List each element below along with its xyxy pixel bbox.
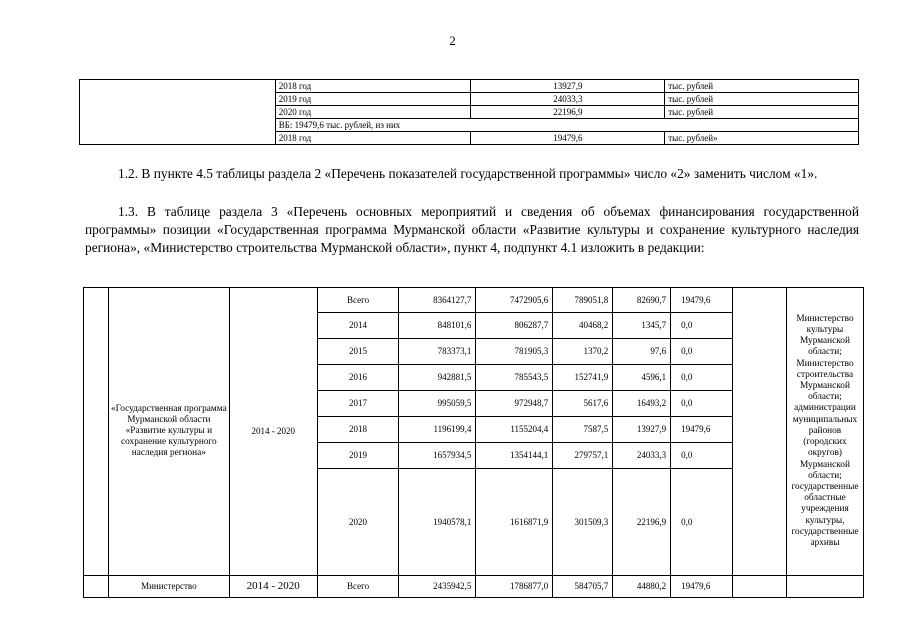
year-cell: 2018 год (275, 132, 471, 145)
value-cell: 942881,5 (399, 365, 476, 391)
value-cell: 1196199,4 (399, 417, 476, 443)
value-cell: 1345,7 (613, 313, 671, 339)
value-cell: 24033,3 (471, 93, 665, 106)
table-row (84, 576, 864, 598)
number-cell (84, 288, 109, 576)
unit-cell: тыс. рублей (665, 93, 859, 106)
value-cell: 0,0 (671, 391, 733, 417)
value-cell: 19479,6 (671, 417, 733, 443)
empty-cell (733, 576, 787, 598)
row-label: 2016 (317, 365, 399, 391)
period-cell: 2014 - 2020 (229, 576, 317, 598)
value-cell: 1370,2 (553, 339, 613, 365)
row-label: Всего (317, 576, 399, 598)
value-cell: 301509,3 (553, 469, 613, 576)
paragraph-1-2 (85, 165, 859, 183)
value-cell: 40468,2 (553, 313, 613, 339)
number-cell (84, 576, 109, 598)
table-row (80, 80, 859, 93)
unit-cell: тыс. рублей (665, 106, 859, 119)
year-cell: 2020 год (275, 106, 471, 119)
value-cell: 4596,1 (613, 365, 671, 391)
value-cell: 995059,5 (399, 391, 476, 417)
paragraph-1-3 (85, 203, 859, 257)
year-cell: 2019 год (275, 93, 471, 106)
row-label: 2018 (317, 417, 399, 443)
value-cell: 2435942,5 (399, 576, 476, 598)
value-cell: 19479,6 (671, 288, 733, 313)
value-cell: 584705,7 (553, 576, 613, 598)
value-cell: 24033,3 (613, 443, 671, 469)
unit-cell: тыс. рублей» (665, 132, 859, 145)
ministry-name-cell: Министерство (108, 576, 229, 598)
value-cell: 785543,5 (476, 365, 553, 391)
value-cell: 152741,9 (553, 365, 613, 391)
value-cell: 8364127,7 (399, 288, 476, 313)
value-cell: 5617,6 (553, 391, 613, 417)
value-cell: 7587,5 (553, 417, 613, 443)
value-cell: 0,0 (671, 469, 733, 576)
value-cell: 1616871,9 (476, 469, 553, 576)
row-label: 2019 (317, 443, 399, 469)
value-cell: 7472905,6 (476, 288, 553, 313)
value-cell: 44880,2 (613, 576, 671, 598)
value-cell: 783373,1 (399, 339, 476, 365)
value-cell: 1940578,1 (399, 469, 476, 576)
row-label: 2020 (317, 469, 399, 576)
unit-cell: тыс. рублей (665, 80, 859, 93)
table-row (84, 288, 864, 313)
value-cell: 1155204,4 (476, 417, 553, 443)
page-number: 2 (449, 33, 456, 48)
value-cell: 0,0 (671, 443, 733, 469)
row-label: 2015 (317, 339, 399, 365)
paragraph-text: 1.2. В пункте 4.5 таблицы раздела 2 «Перечень показателей государственной программы» число «2» заменить числом «1». (118, 166, 818, 181)
value-cell: 0,0 (671, 365, 733, 391)
value-cell: 1354144,1 (476, 443, 553, 469)
value-cell: 13927,9 (613, 417, 671, 443)
row-label: 2014 (317, 313, 399, 339)
value-cell: 781905,3 (476, 339, 553, 365)
value-cell: 972948,7 (476, 391, 553, 417)
budget-summary-table (79, 79, 859, 145)
value-cell: 13927,9 (471, 80, 665, 93)
period-cell: 2014 - 2020 (229, 288, 317, 576)
year-cell: 2018 год (275, 80, 471, 93)
value-cell: 848101,6 (399, 313, 476, 339)
empty-cell (786, 576, 863, 598)
executor-cell: Министерство культуры Мурманской области; Министерство строительства Мурманской области; администрации муниципальных районов (городских округов) Мурманской области; государственные областные учреждения культуры, государственные архивы (786, 288, 863, 576)
empty-cell (80, 80, 276, 145)
value-cell: 82690,7 (613, 288, 671, 313)
value-cell: 0,0 (671, 339, 733, 365)
value-cell: 19479,6 (471, 132, 665, 145)
empty-cell (733, 288, 787, 576)
value-cell: 22196,9 (471, 106, 665, 119)
value-cell: 0,0 (671, 313, 733, 339)
value-cell: 16493,2 (613, 391, 671, 417)
value-cell: 1786877,0 (476, 576, 553, 598)
value-cell: 1657934,5 (399, 443, 476, 469)
value-cell: 789051,8 (553, 288, 613, 313)
row-label: 2017 (317, 391, 399, 417)
value-cell: 97,6 (613, 339, 671, 365)
value-cell: 806287,7 (476, 313, 553, 339)
value-cell: 22196,9 (613, 469, 671, 576)
value-cell: 19479,6 (671, 576, 733, 598)
vb-cell: ВБ: 19479,6 тыс. рублей, из них (275, 119, 858, 132)
paragraph-text: 1.3. В таблице раздела 3 «Перечень основных мероприятий и сведения об объемах финансирования государственной программы» позиции «Государственная программа Мурманской области «Развитие культуры и сохранение культурного наследия региона», «Министерство строительства Мурманской области», пункт 4, подпункт 4.1 изложить в редакции: (85, 204, 859, 255)
value-cell: 279757,1 (553, 443, 613, 469)
row-label: Всего (317, 288, 399, 313)
financing-table (83, 287, 864, 598)
program-name-cell: «Государственная программа Мурманской области «Развитие культуры и сохранение культурного наследия региона» (108, 288, 229, 576)
